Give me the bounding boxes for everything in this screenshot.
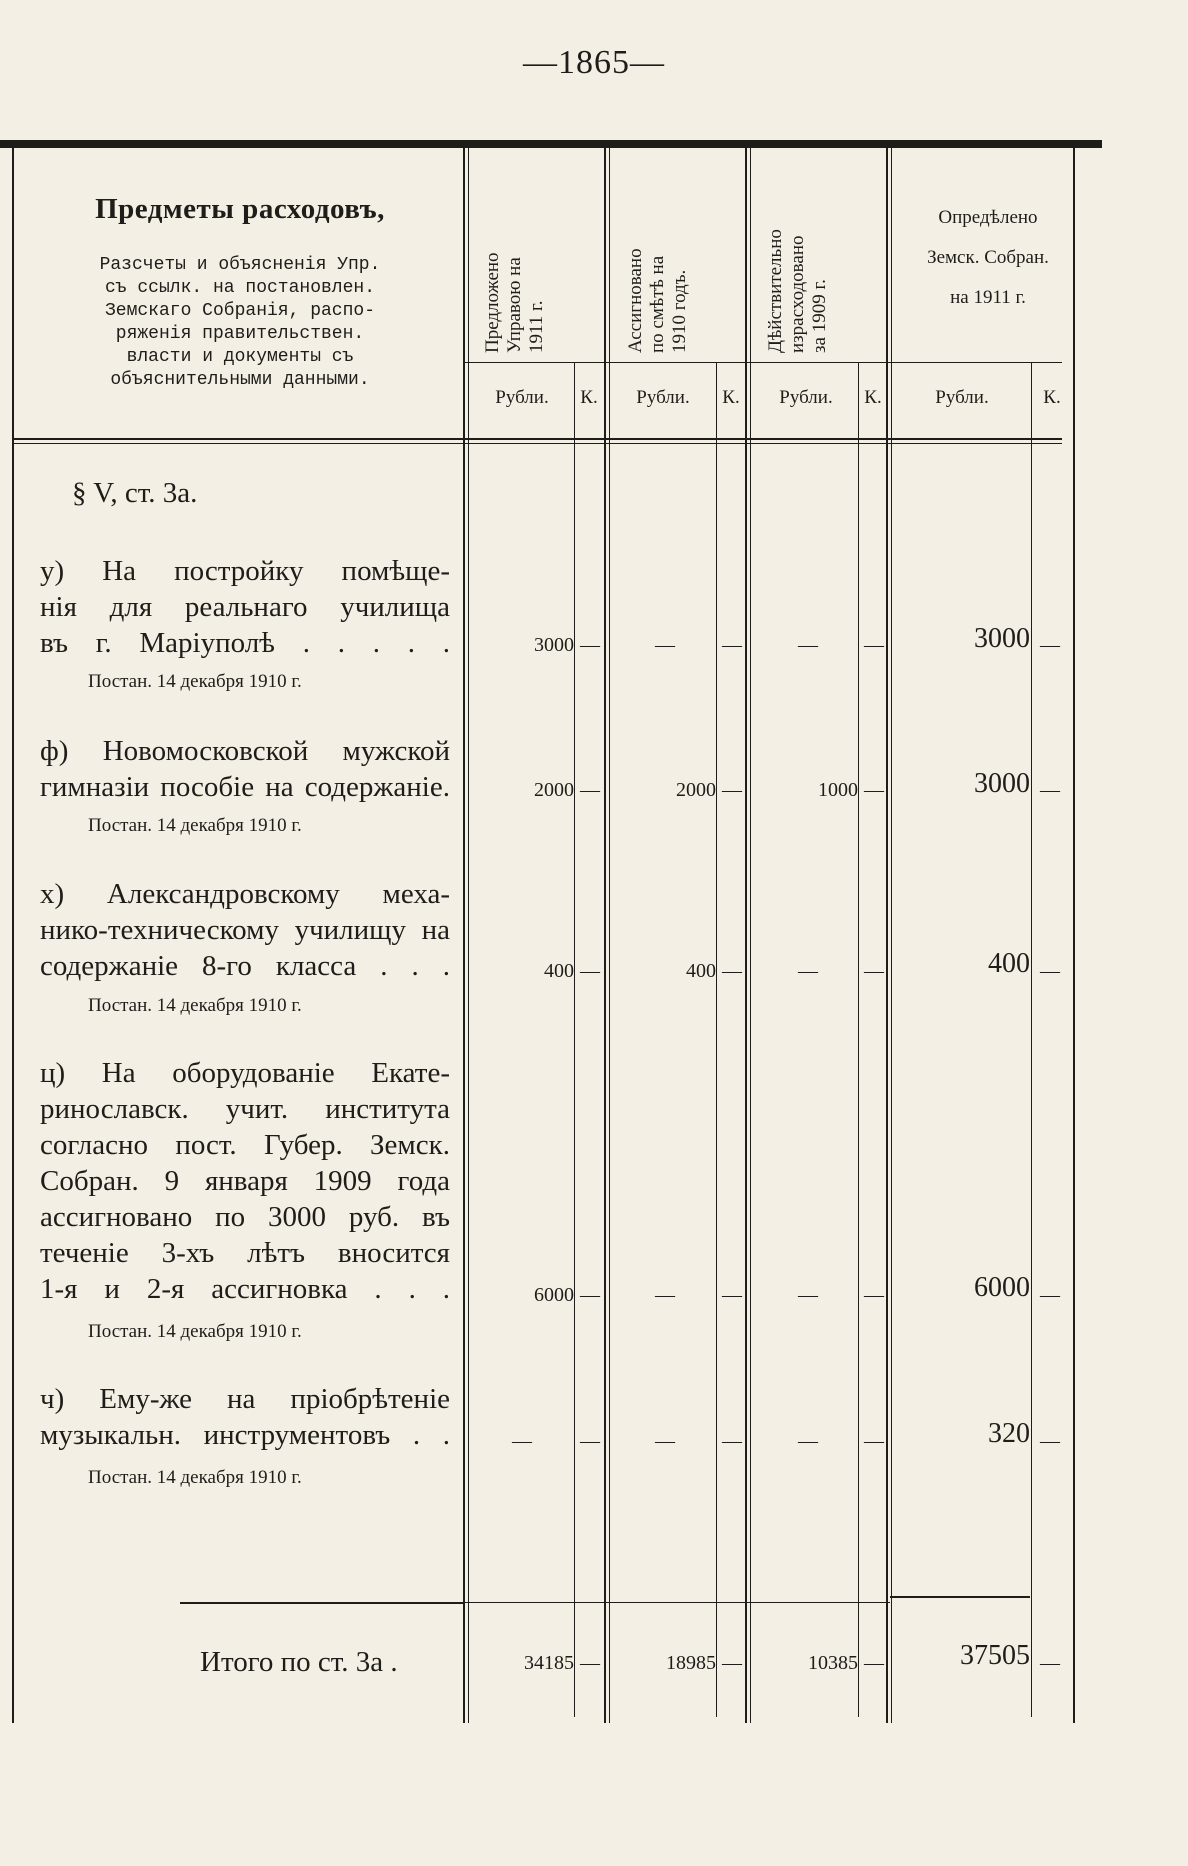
col-divider-2b [609, 148, 610, 1723]
entry-line: въ г. Маріуполѣ . . . . . [40, 627, 450, 659]
entry-line: согласно пост. Губер. Земск. [40, 1129, 450, 1161]
spent-value: — [798, 1430, 818, 1452]
kop-divider-4 [1031, 362, 1032, 1717]
proposed-value: — [512, 1430, 532, 1452]
entry-line: ринославск. учит. института [40, 1093, 450, 1125]
kop-dash: — [1040, 634, 1060, 656]
col-divider-3 [745, 148, 747, 1723]
col-head-determined: Опредѣлено Земск. Собран. на 1911 г. [927, 207, 1049, 308]
spent-value: — [798, 634, 818, 656]
total-label: Итого по ст. 3а . [200, 1646, 398, 1678]
col-divider-1b [468, 148, 469, 1723]
unit-kop-2: К. [722, 387, 740, 408]
assigned-value: 2000 [676, 779, 716, 801]
kop-dash: — [864, 1652, 884, 1674]
entry-resolution: Постан. 14 декабря 1910 г. [88, 995, 302, 1016]
determined-value: 6000 [974, 1272, 1030, 1303]
kop-dash: — [722, 634, 742, 656]
unit-kop-3: К. [864, 387, 882, 408]
kop-dash: — [722, 1430, 742, 1452]
total-spent: 10385 [808, 1652, 858, 1674]
kop-dash: — [722, 960, 742, 982]
kop-dash: — [580, 1652, 600, 1674]
entry-resolution: Постан. 14 декабря 1910 г. [88, 1321, 302, 1342]
col-head-assigned: Ассигновано по смѣтѣ на 1910 годъ. [625, 248, 690, 353]
kop-dash: — [864, 1284, 884, 1306]
entry-line: у) На постройку помѣще- [40, 555, 450, 587]
entry-line: Собран. 9 января 1909 года [40, 1165, 450, 1197]
kop-dash: — [864, 634, 884, 656]
total-rule-right [890, 1596, 1030, 1598]
determined-value: 3000 [974, 768, 1030, 799]
proposed-value: 3000 [534, 634, 574, 656]
entry-line: х) Александровскому меха- [40, 878, 450, 910]
entry-line: ассигновано по 3000 руб. въ [40, 1201, 450, 1233]
header-bottom-rule [12, 438, 1062, 440]
kop-dash: — [580, 1430, 600, 1452]
col-divider-4b [891, 148, 892, 1723]
entry-line: нія для реальнаго училища [40, 591, 450, 623]
total-rule-left [180, 1602, 465, 1604]
kop-dash: — [864, 779, 884, 801]
entry-description [40, 1055, 450, 1307]
determined-value: 320 [988, 1418, 1030, 1449]
entry-resolution: Постан. 14 декабря 1910 г. [88, 671, 302, 692]
total-rule-mid [465, 1602, 890, 1603]
unit-rub-4: Рубли. [935, 387, 989, 408]
units-rule [463, 362, 888, 363]
entry-line: теченіе 3-хъ лѣтъ вносится [40, 1237, 450, 1269]
unit-rub-3: Рубли. [779, 387, 833, 408]
entry-line: гимназіи пособіе на содержаніе. [40, 771, 450, 803]
unit-kop-4: К. [1043, 387, 1061, 408]
kop-dash: — [580, 1284, 600, 1306]
units-rule-right [888, 362, 1062, 363]
kop-dash: — [1040, 960, 1060, 982]
total-assigned: 18985 [666, 1652, 716, 1674]
unit-kop-1: К. [580, 387, 598, 408]
unit-rub-2: Рубли. [636, 387, 690, 408]
col-divider-right [1073, 148, 1075, 1723]
entry-description [40, 1381, 450, 1453]
header-bottom-rule-2 [12, 443, 1062, 444]
kop-divider-3 [858, 362, 859, 1717]
total-determined: 37505 [960, 1640, 1030, 1671]
kop-dash: — [722, 1652, 742, 1674]
page-number: —1865— [523, 44, 665, 81]
proposed-value: 6000 [534, 1284, 574, 1306]
entry-line: 1-я и 2-я ассигновка . . . [40, 1273, 450, 1305]
col-head-proposed: Предложено Управою на 1911 г. [482, 252, 547, 353]
spent-value: — [798, 960, 818, 982]
kop-dash: — [1040, 1284, 1060, 1306]
kop-dash: — [1040, 779, 1060, 801]
assigned-value: — [655, 634, 675, 656]
entry-description [40, 876, 450, 984]
determined-value: 3000 [974, 623, 1030, 654]
col-divider-4 [886, 148, 888, 1723]
entry-line: музыкальн. инструментовъ . . [40, 1419, 450, 1451]
header-title: Предметы расходовъ, [95, 193, 385, 225]
kop-dash: — [1040, 1652, 1060, 1674]
col-head-spent: Дѣйствительно израсходовано за 1909 г. [765, 229, 830, 353]
top-rule [0, 140, 1102, 148]
total-proposed: 34185 [524, 1652, 574, 1674]
assigned-value: — [655, 1284, 675, 1306]
proposed-value: 400 [544, 960, 574, 982]
kop-dash: — [580, 960, 600, 982]
col-divider-3b [750, 148, 751, 1723]
col-divider-2 [604, 148, 606, 1723]
kop-divider-2 [716, 362, 717, 1717]
kop-dash: — [580, 634, 600, 656]
kop-dash: — [864, 960, 884, 982]
proposed-value: 2000 [534, 779, 574, 801]
col-divider-1 [463, 148, 465, 1723]
kop-dash: — [722, 1284, 742, 1306]
determined-value: 400 [988, 948, 1030, 979]
kop-dash: — [580, 779, 600, 801]
entry-line: ц) На оборудованіе Екате- [40, 1057, 450, 1089]
entry-line: ф) Новомосковской мужской [40, 735, 450, 767]
entry-line: нико-техническому училищу на [40, 914, 450, 946]
unit-rub-1: Рубли. [495, 387, 549, 408]
entry-description [40, 733, 450, 805]
section-heading: § V, ст. 3а. [72, 477, 198, 509]
assigned-value: 400 [686, 960, 716, 982]
header-subtitle: Разсчеты и объясненія Упр. съ ссылк. на постановлен. Земскаго Собранія, распо- ряженія правительствен. власти и документы съ объяснительными данными. [99, 255, 381, 390]
kop-divider-1 [574, 362, 575, 1717]
kop-dash: — [864, 1430, 884, 1452]
spent-value: — [798, 1284, 818, 1306]
entry-description [40, 553, 450, 661]
entry-resolution: Постан. 14 декабря 1910 г. [88, 815, 302, 836]
spent-value: 1000 [818, 779, 858, 801]
entry-line: содержаніе 8-го класса . . . [40, 950, 450, 982]
kop-dash: — [722, 779, 742, 801]
entry-line: ч) Ему-же на пріобрѣтеніе [40, 1383, 450, 1415]
assigned-value: — [655, 1430, 675, 1452]
kop-dash: — [1040, 1430, 1060, 1452]
entry-resolution: Постан. 14 декабря 1910 г. [88, 1467, 302, 1488]
col-divider-left [12, 148, 14, 1723]
